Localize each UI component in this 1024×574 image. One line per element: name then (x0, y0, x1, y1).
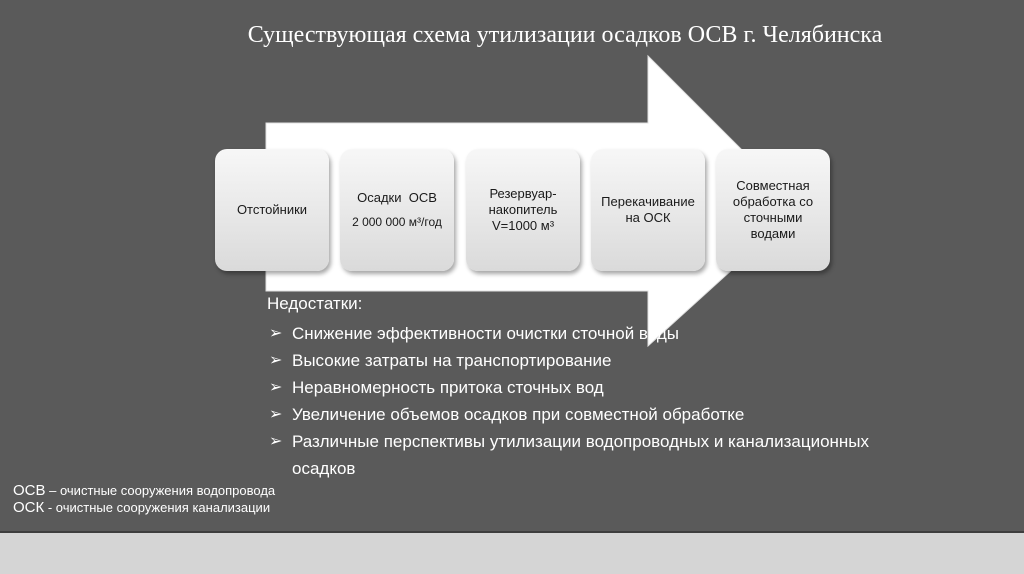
step-label: Перекачивание на ОСК (601, 194, 695, 225)
legend-abbr: ОСВ (13, 482, 46, 499)
step-label: Резервуар-накопитель V=1000 м³ (488, 186, 558, 233)
drawbacks-heading: Недостатки: (267, 294, 363, 313)
legend-text: - очистные сооружения канализации (44, 500, 271, 515)
checkmark-arrow-icon: ➢ (269, 379, 283, 396)
checkmark-arrow-icon: ➢ (269, 406, 283, 423)
abbreviation-legend (13, 482, 275, 516)
drawback-text: Неравномерность притока сточных вод (292, 378, 604, 397)
legend-abbr: ОСК (13, 499, 45, 516)
slide-title: Существующая схема утилизации осадков ОСВ г. Челябинска (247, 22, 883, 48)
drawbacks-section (267, 292, 902, 482)
legend-text: – очистные сооружения водопровода (45, 483, 276, 498)
checkmark-arrow-icon: ➢ (269, 325, 283, 342)
drawback-text: Увеличение объемов осадков при совместной обработке (292, 405, 745, 424)
list-item (267, 374, 902, 401)
step-box-sludge (340, 149, 454, 271)
step-sublabel: 2 000 000 м³/год (352, 215, 442, 229)
checkmark-arrow-icon: ➢ (269, 352, 283, 369)
legend-row (13, 499, 275, 516)
list-item (267, 320, 902, 347)
drawback-text: Высокие затраты на транспортирование (292, 351, 612, 370)
list-item (267, 428, 902, 482)
step-box-reservoir (466, 149, 580, 271)
list-item (267, 347, 902, 374)
step-box-joint-treatment (716, 149, 830, 271)
drawback-text: Снижение эффективности очистки сточной воды (292, 324, 679, 343)
list-item (267, 401, 902, 428)
step-label: Осадки ОСВ (357, 190, 437, 205)
step-label: Отстойники (236, 202, 308, 217)
step-box-pumping (591, 149, 705, 271)
step-label: Совместная обработка со сточными водами (732, 178, 814, 241)
step-box-settlers (215, 149, 329, 271)
legend-row (13, 482, 275, 499)
checkmark-arrow-icon: ➢ (269, 433, 283, 450)
drawback-text: Различные перспективы утилизации водопроводных и канализационных осадков (292, 432, 870, 478)
drawbacks-list (267, 320, 902, 482)
footer-band (0, 533, 1024, 574)
